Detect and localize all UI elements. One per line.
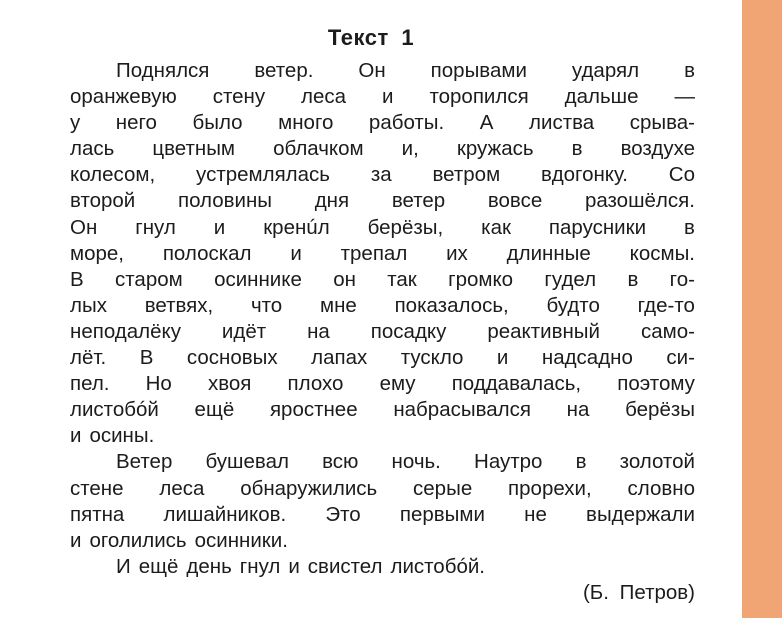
paragraph [70,554,695,580]
text-line: лых ветвях, что мне показалось, будто где-то [70,293,695,317]
paragraph [70,449,695,553]
author-signature: (Б. Петров) [582,581,695,604]
text-title: Текст 1 [327,25,415,50]
text-line: море, полоскал и трепал их длинные космы. [70,241,695,265]
text-body [70,58,695,580]
text-line: В старом осиннике он так громко гудел в го- [70,267,695,291]
text-line: оранжевую стену леса и торопился дальше — [70,85,695,109]
text-line: пел. Но хвоя плохо ему поддавалась, поэтому [70,372,695,396]
text-line: и осины. [70,424,155,448]
page-edge-strip [742,0,782,618]
text-line: лёт. В сосновых лапах тускло и надсадно си- [70,346,695,370]
text-line: второй половины дня ветер вовсе разошёлся. [70,189,695,213]
text-line: и оголились осинники. [70,528,288,552]
text-line: неподалёку идёт на посадку реактивный само- [70,319,695,343]
text-line: стене леса обнаружились серые прорехи, словно [70,476,695,500]
text-line: пятна лишайников. Это первыми не выдержали [70,502,695,526]
text-line: Ветер бушевал всю ночь. Наутро в золотой [116,450,695,474]
text-line: колесом, устремлялась за ветром вдогонку. Со [70,163,695,187]
text-line: И ещё день гнул и свистел листобóй. [116,554,485,578]
text-line: листобóй ещё яростнее набрасывался на берёзы [70,398,695,422]
text-line: Он гнул и кренúл берёзы, как парусники в [70,215,695,239]
paragraph [70,58,695,449]
text-line: у него было много работы. А листва срыва- [70,111,695,135]
text-line: Поднялся ветер. Он порывами ударял в [116,59,695,82]
text-line: лась цветным облачком и, кружась в воздухе [70,137,695,161]
